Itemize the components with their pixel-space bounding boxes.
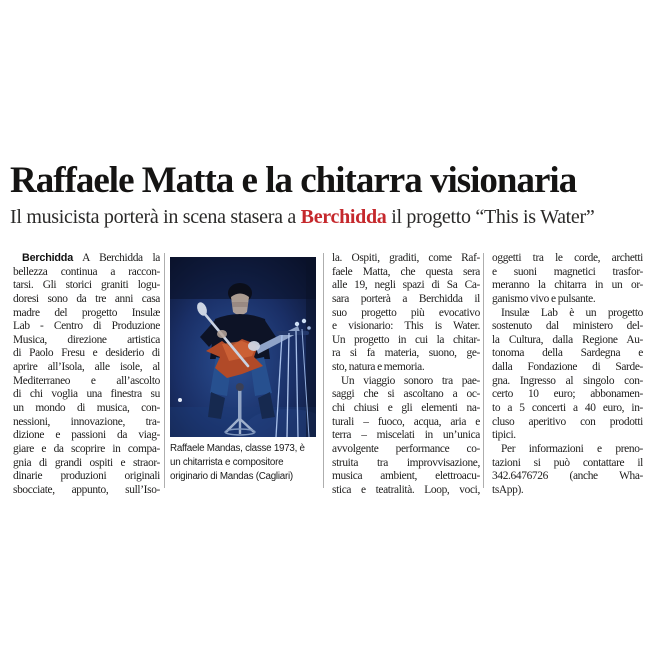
stage-photo	[170, 257, 316, 437]
body-column-1: Berchidda A Berchidda la bellezza continua a raccon- tarsi. Gli storici graniti logu- doresi sono da tre anni casa madre del progetto Insulæ Lab - Centro di Produzione Musica, direzione artistica di Paolo Fresu e desiderio di aprire all’Isola, alle isole, al Mediterraneo e all’ascolto di chi voglia una finestra su un mondo di musica, con- nessioni, innovazione, tra- dizione e passioni da viag- giare e da scoprire in compa- gnia di grandi ospiti e straor- dinarie produzioni originali sbocciate, appunto, sull’Iso-	[13, 252, 160, 496]
subhead-text-before: Il musicista porterà in scena stasera a	[10, 206, 301, 228]
body-column-3: oggetti tra le corde, archetti e suoni magnetici trasfor- meranno la chitarra in un or- ganismo vivo e pulsante. Insulæ Lab è un progetto sostenuto dal ministero del- la Cultura, dalla Regione Au- tonoma della Sardegna e dalla Fondazione di Sarde- gna. Ingresso al singolo con- certo 10 euro; abbonamen- to a 5 concerti a 40 euro, in- cluso aperitivo con prodotti tipici. Per informazioni e preno- tazioni si può contattare il 342.6476726 (anche Wha- tsApp).	[492, 252, 643, 496]
photo-caption: Raffaele Mandas, classe 1973, è un chitarrista e compositore originario di Mandas (Cagliari)	[170, 443, 305, 482]
column-rule	[323, 253, 324, 488]
article-headline: Raffaele Matta e la chitarra visionaria	[10, 160, 577, 201]
body-column-2: la. Ospiti, graditi, come Raf- faele Matta, che questa sera alle 19, negli spazi di Sa Ca- sara porterà a Berchidda il suo progetto più evocativo e visionario: This is Water. Un progetto in cui la chitar- ra si fa materia, suono, ge- sto, natura e memoria. Un viaggio sonoro tra pae- saggi che si ascoltano a oc- chi chiusi e gli elementi na- turali – fuoco, acqua, aria e terra – miscelati in un’unica avvolgente performance co- struita tra improvvisazione, musica ambient, elettroacu- stica e teatralità. Loop, voci,	[332, 252, 480, 496]
column-rule	[483, 253, 484, 488]
guitarist-illustration	[170, 257, 316, 437]
column-rule	[164, 253, 165, 488]
article-photo	[170, 257, 316, 483]
subhead-highlight: Berchidda	[300, 206, 387, 228]
article-subhead	[10, 206, 646, 229]
subhead-text-after: il progetto “This is Water”	[386, 206, 595, 228]
